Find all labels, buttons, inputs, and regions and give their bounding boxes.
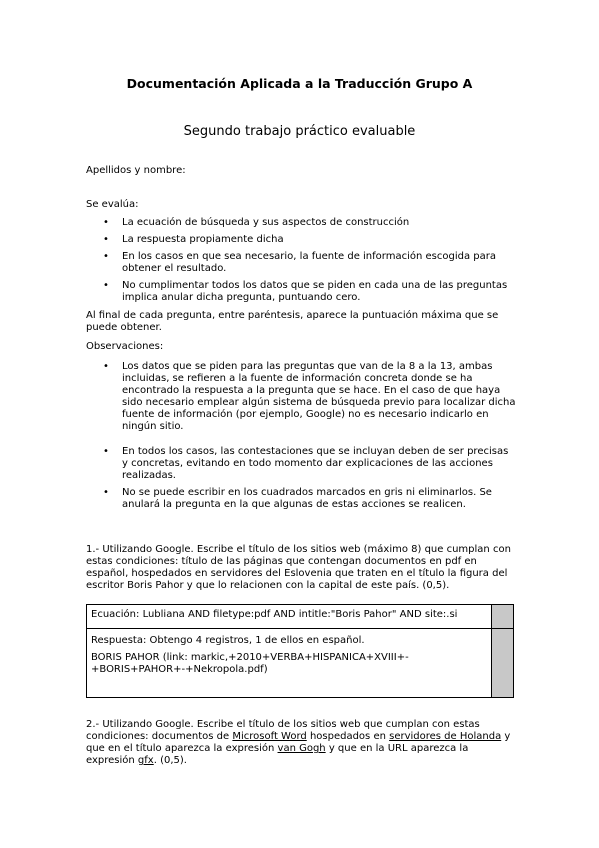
evaluation-list: [86, 217, 516, 306]
question-2-text: 2.- Utilizando Google. Escribe el título de los sitios web que cumplan con estas condiciones: documentos de Microsoft Word hospedados en servidores de Holanda y que en el título aparezca la expresión van Gogh y que en la URL aparezca la expresión gfx. (0,5).: [86, 719, 511, 766]
equation-field[interactable]: Ecuación: Lubliana AND filetype:pdf AND intitle:"Boris Pahor" AND site:.si: [87, 605, 491, 629]
list-item: • No se puede escribir en los cuadrados marcados en gris ni eliminarlos. Se anulará la pregunta en la que algunas de estas acciones se realicen.: [103, 487, 492, 510]
gray-locked-cell: [491, 629, 513, 697]
question-1-answer-table: [86, 604, 514, 698]
bullet-icon: •: [103, 217, 109, 228]
bullet-icon: •: [103, 251, 109, 262]
gray-locked-cell: [491, 605, 513, 629]
observations-heading: Observaciones:: [86, 341, 164, 352]
underlined-term: gfx: [137, 755, 154, 766]
answer-summary: Respuesta: Obtengo 4 registros, 1 de ellos en español.: [91, 635, 365, 646]
list-item: • No cumplimentar todos los datos que se piden en cada una de las preguntas implica anular dicha pregunta, puntuando cero.: [103, 280, 508, 303]
list-item: • Los datos que se piden para las preguntas que van de la 8 a la 13, ambas incluidas, se refieren a la fuente de información concreta donde se ha encontrado la respuesta a la pregunta que se hace. En el caso de que haya sido necesario emplear algún sistema de búsqueda previo para localizar dicha fuente de información (por ejemplo, Google) no es necesario indicarlo en ningún sitio.: [103, 361, 516, 432]
observations-list: [86, 361, 516, 511]
bullet-icon: •: [103, 280, 109, 291]
answer-detail: BORIS PAHOR (link: markic,+2010+VERBA+HISPANICA+XVIII+-+BORIS+PAHOR+-+Nekropola.pdf): [91, 652, 409, 675]
name-label: Apellidos y nombre:: [86, 165, 186, 176]
underlined-term: van Gogh: [277, 743, 326, 754]
list-item: • En los casos en que sea necesario, la fuente de información escogida para obtener el resultado.: [103, 251, 496, 274]
document-subtitle: Segundo trabajo práctico evaluable: [183, 124, 416, 139]
document-title: Documentación Aplicada a la Traducción Grupo A: [126, 76, 473, 91]
question-1-text: 1.- Utilizando Google. Escribe el título de los sitios web (máximo 8) que cumplan con estas condiciones: título de las páginas que contengan documentos en pdf en español, hospedados en servidores del Eslovenia que traten en el título la figura del escritor Boris Pahor y que lo relacionen con la capital de este país. (0,5).: [86, 544, 511, 591]
list-item: • En todos los casos, las contestaciones que se incluyan deben de ser precisas y concretas, evitando en todo momento dar explicaciones de las acciones realizadas.: [103, 446, 509, 481]
underlined-term: Microsoft Word: [232, 731, 307, 742]
list-item: • La ecuación de búsqueda y sus aspectos de construcción: [103, 217, 410, 228]
underlined-term: servidores de Holanda: [389, 731, 502, 742]
evaluation-note: Al final de cada pregunta, entre paréntesis, aparece la puntuación máxima que se puede obtener.: [86, 310, 499, 333]
list-item: • La respuesta propiamente dicha: [103, 234, 284, 245]
bullet-icon: •: [103, 446, 109, 457]
bullet-icon: •: [103, 361, 109, 372]
evaluation-heading: Se evalúa:: [86, 199, 139, 210]
bullet-icon: •: [103, 234, 109, 245]
answer-field[interactable]: [87, 629, 491, 697]
bullet-icon: •: [103, 487, 109, 498]
